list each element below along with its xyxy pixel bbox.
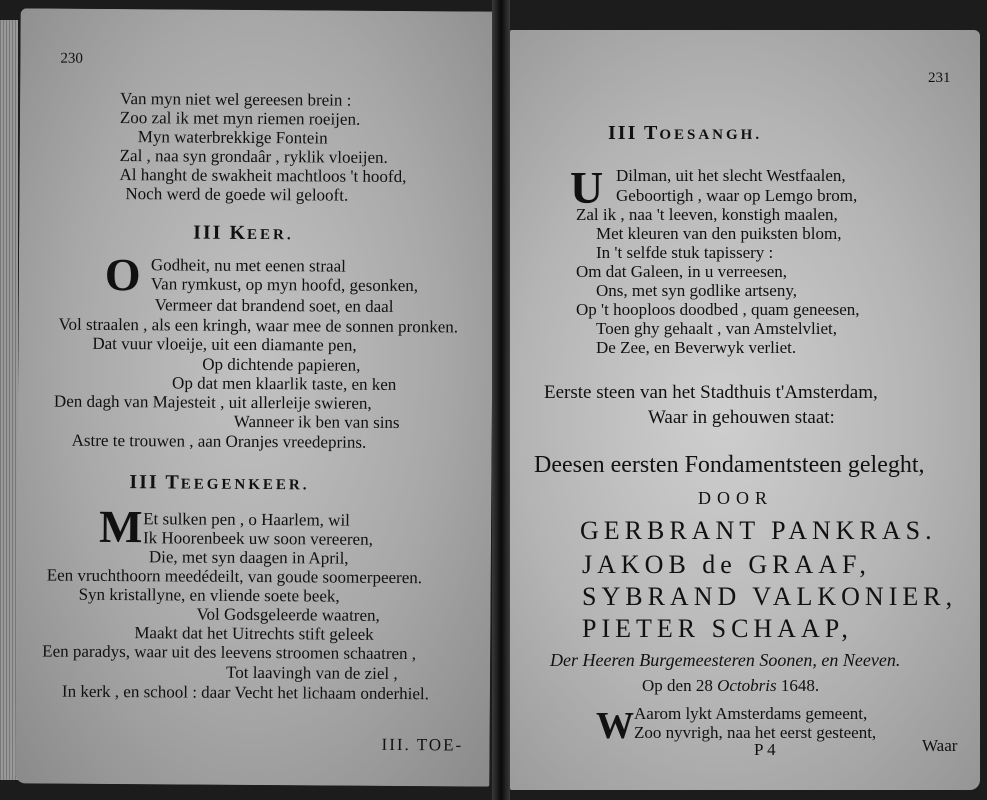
verse-line: Ik Hoorenbeek uw soon vereeren, xyxy=(142,528,373,549)
verse-line: Vermeer dat brandend soet, en daal xyxy=(154,295,394,316)
dropcap: U xyxy=(570,162,604,213)
verse-line: Zal ik , naa 't leeven, konstigh maalen, xyxy=(576,205,838,224)
verse-line: In 't selfde stuk tapissery : xyxy=(596,243,774,262)
inscription-title: Eerste steen van het Stadthuis t'Amsterdam, xyxy=(544,382,878,403)
verse-line: Aarom lykt Amsterdams gemeent, xyxy=(634,704,868,723)
verse-line: Zoo nyvrigh, naa het eerst gesteent, xyxy=(634,723,877,742)
page-number: 230 xyxy=(60,50,83,67)
dropcap: W xyxy=(596,705,634,747)
section-heading-toesangh: III TOESANGH. xyxy=(608,122,763,144)
verse-line: Dat vuur vloeije, uit een diamante pen, xyxy=(92,333,357,355)
verse-line: Vol Godsgeleerde waatren, xyxy=(196,604,380,625)
verse-line: Van myn niet wel gereesen brein : xyxy=(120,89,352,110)
verse-line: Een vruchthoorn meedédeilt, van goude soomerpeeren. xyxy=(46,565,423,588)
verse-line: Wanneer ik ben van sins xyxy=(233,411,400,433)
verse-line: Op dat men klaarlik taste, en ken xyxy=(172,373,397,394)
inscription-subtitle: Waar in gehouwen staat: xyxy=(648,407,835,428)
inscription-date: Op den 28 Octobris 1648. xyxy=(642,676,820,695)
verse-line: Zal , naa syn grondaâr , ryklik vloeijen. xyxy=(119,146,388,167)
section-heading-teegenkeer: III TEEGENKEER. xyxy=(129,471,310,494)
catchword: III. TOE- xyxy=(381,734,464,755)
verse-line: Een paradys, waar uit des leevens stroomen schaatren , xyxy=(42,641,417,664)
verse-line: Godheit, nu met eenen straal xyxy=(150,255,346,276)
verse-line: Op dichtende papieren, xyxy=(202,354,361,375)
verse-line: Maakt dat het Uitrechts stift geleek xyxy=(134,623,374,644)
verse-line: In kerk , en school : daar Vecht het lichaam onderhiel. xyxy=(61,681,429,704)
verse-line: Tot laavingh van de ziel , xyxy=(226,662,398,684)
verse-line: Syn kristallyne, en vliende soete beek, xyxy=(78,584,340,606)
verse-line: Noch werd de goede wil gelooft. xyxy=(125,184,349,205)
verse-line: Den dagh van Majesteit , uit allerleije swieren, xyxy=(53,391,372,413)
verse-line: Geboortigh , waar op Lemgo brom, xyxy=(616,186,858,205)
catchword: Waar xyxy=(922,736,958,755)
dropcap: M xyxy=(98,500,143,553)
page-number: 231 xyxy=(928,70,951,86)
dropcap: O xyxy=(104,248,141,301)
signature-mark: P 4 xyxy=(754,740,776,759)
verse-line: Et sulken pen , o Haarlem, wil xyxy=(143,509,350,530)
verse-line: Al hanght de swakheit machtloos 't hoofd, xyxy=(119,165,407,187)
inscription-name: GERBRANT PANKRAS. xyxy=(580,516,937,545)
verse-line: Vol straalen , als een kringh, waar mee de sonnen pronken. xyxy=(58,314,459,337)
inscription-name: JAKOB de GRAAF, xyxy=(582,550,871,579)
verse-line: Myn waterbrekkige Fontein xyxy=(137,127,328,148)
verse-line: Toen ghy gehaalt , van Amstelvliet, xyxy=(596,319,838,338)
verse-line: Astre te trouwen , aan Oranjes vreedeprins. xyxy=(71,430,367,452)
verse-line: Van rymkust, op myn hoofd, gesonken, xyxy=(150,274,419,296)
verse-line: Dilman, uit het slecht Westfaalen, xyxy=(616,166,846,185)
book-gutter xyxy=(492,0,510,800)
verse-line: Zoo zal ik met myn riemen roeijen. xyxy=(119,108,361,129)
verse-line: Ons, met syn godlike artseny, xyxy=(596,281,797,300)
verse-line: Op 't hooploos doodbed , quam geneesen, xyxy=(576,300,860,319)
inscription-name: SYBRAND VALKONIER, xyxy=(582,582,958,611)
verse-line: De Zee, en Beverwyk verliet. xyxy=(596,338,797,357)
inscription-main-line: Deesen eersten Fondamentsteen geleght, xyxy=(534,452,925,478)
verse-line: Die, met syn daagen in April, xyxy=(148,547,349,568)
inscription-door: DOOR xyxy=(698,488,774,508)
verse-line: Met kleuren van den puiksten blom, xyxy=(596,224,842,243)
inscription-name: PIETER SCHAAP, xyxy=(582,614,853,643)
inscription-italic-line: Der Heeren Burgemeesteren Soonen, en Neeven. xyxy=(550,650,901,670)
right-page xyxy=(510,30,980,790)
left-page xyxy=(15,8,494,786)
section-heading-keer: III KEER. xyxy=(193,221,294,244)
verse-line: Om dat Galeen, in u verreesen, xyxy=(576,262,787,281)
